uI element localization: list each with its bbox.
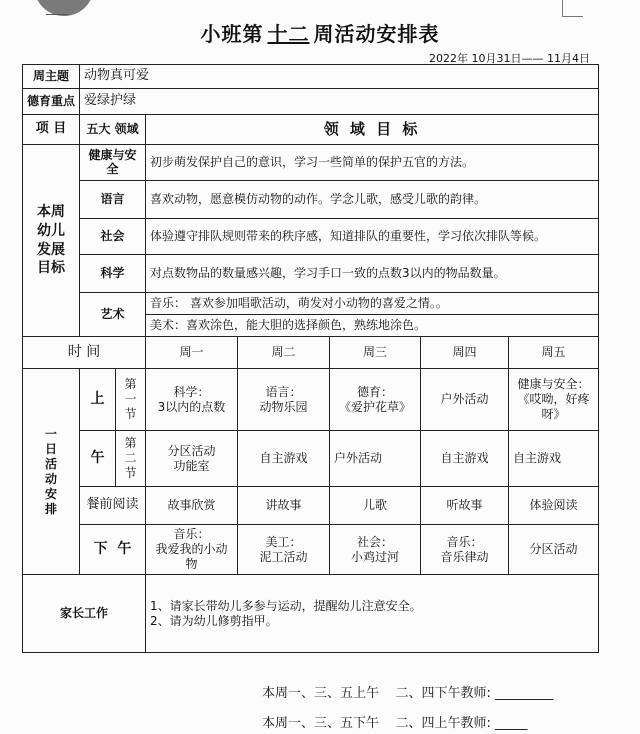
domain-goals-header: 领 域 目 标 [146,115,599,145]
parent-work-line: 2、请为幼儿修剪指甲。 [150,613,278,628]
theme-value: 动物真可爱 [80,65,599,89]
daily-schedule-label: 一 日 活 动 安 排 [23,369,80,575]
goal-row [23,293,599,315]
goal-row [23,255,599,293]
domain-arts: 艺术 [80,293,146,337]
domain-health: 健康与安全 [80,145,146,181]
activity-cell: 语言： 动物乐园 [238,369,330,431]
goal-text: 体验遵守排队规则带来的秩序感，知道排队的重要性，学习依次排队等候。 [146,219,599,255]
day-header: 周三 [330,337,421,369]
theme-row [23,65,599,89]
goal-text-music: 音乐： 喜欢参加唱歌活动，萌发对小动物的喜爱之情。。 [146,293,599,315]
parent-work-label: 家长工作 [23,575,146,653]
activity-cell: 美工： 泥工活动 [238,525,330,575]
goal-text: 初步萌发保护自己的意识，学习一些简单的保护五官的方法。 [146,145,599,181]
goal-text-art: 美术：喜欢涂色，能大胆的选择颜色，熟练地涂色。 [146,315,599,337]
moral-value: 爱绿护绿 [80,89,599,115]
session2-row [23,431,599,487]
afternoon-row [23,525,599,575]
activity-cell: 讲故事 [238,487,330,525]
corner-line [46,0,68,15]
activity-cell: 自主游戏 [238,431,330,487]
goal-text: 对点数物品的数量感兴趣，学习手口一致的点数3以内的物品数量。 [146,255,599,293]
moral-label: 德育重点 [23,89,80,115]
teacher-line-pm: 本周一、三、五下午 二、四上午教师: _____ [262,716,528,731]
parent-work-line: 1、请家长带幼儿多参与运动，提醒幼儿注意安全。 [150,598,422,613]
five-domains-header: 五大 领域 [80,115,146,145]
reading-row [23,487,599,525]
corner-mark [562,0,583,17]
activity-cell: 户外活动 [330,431,421,487]
activity-cell: 自主游戏 [509,431,599,487]
day-header: 周二 [238,337,330,369]
day-header: 周四 [421,337,509,369]
activity-cell: 体验阅读 [509,487,599,525]
domain-science: 科学 [80,255,146,293]
goal-row [23,219,599,255]
activity-cell: 户外活动 [421,369,509,431]
activity-cell: 听故事 [421,487,509,525]
activity-cell: 儿歌 [330,487,421,525]
week-number: 十二 [267,22,310,46]
day-header: 周一 [146,337,238,369]
reading-label: 餐前阅读 [80,487,146,525]
parent-work-row [23,575,599,653]
date-range: 2022年 10月31日—— 11月4日 [429,52,590,65]
domain-language: 语言 [80,181,146,219]
schedule-table [22,64,599,653]
afternoon-label: 下 午 [80,525,146,575]
forenoon-label: 午 [80,431,116,487]
day-header: 周五 [509,337,599,369]
teacher-line-am: 本周一、三、五上午 二、四下午教师: _________ [262,686,554,701]
morning-label: 上 [80,369,116,431]
activity-cell: 分区活动 [509,525,599,575]
goal-row [23,181,599,219]
period-one-label: 第 一 节 [116,369,146,431]
page-title: 小班第 十二 周活动安排表 [0,18,640,47]
activity-cell: 自主游戏 [421,431,509,487]
header-row [23,115,599,145]
activity-cell: 健康与安全： 《哎呦，好疼呀》 [509,369,599,431]
time-label: 时 间 [23,337,146,369]
activity-cell: 故事欣赏 [146,487,238,525]
activity-cell: 德育： 《爱护花草》 [330,369,421,431]
activity-cell: 音乐： 我爱我的小动物 [146,525,238,575]
goal-row [23,145,599,181]
activity-cell: 社会： 小鸡过河 [330,525,421,575]
domain-society: 社会 [80,219,146,255]
days-header-row [23,337,599,369]
theme-label: 周主题 [23,65,80,89]
period-two-label: 第 二 节 [116,431,146,487]
activity-cell: 科学： 3以内的点数 [146,369,238,431]
moral-row [23,89,599,115]
parent-work-text [146,575,599,653]
activity-cell: 分区活动 功能室 [146,431,238,487]
activity-cell: 音乐： 音乐律动 [421,525,509,575]
goal-text: 喜欢动物，愿意模仿动物的动作。学念儿歌，感受儿歌的韵律。 [146,181,599,219]
goals-label: 本周 幼儿 发展 目标 [23,145,80,337]
item-header: 项 目 [23,115,80,145]
session1-row [23,369,599,431]
